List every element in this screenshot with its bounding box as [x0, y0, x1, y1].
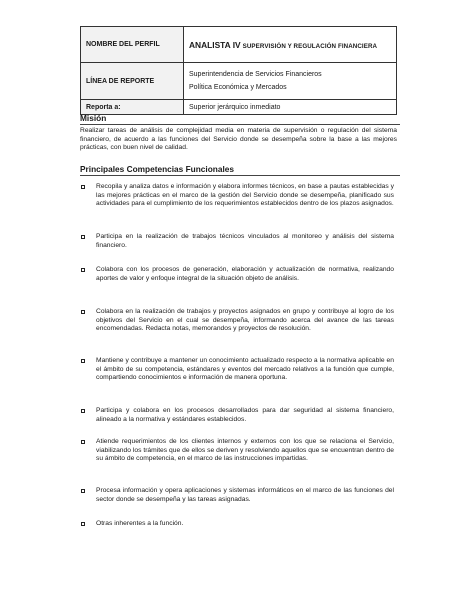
checkbox-bullet-icon	[81, 359, 85, 363]
checkbox-bullet-icon	[81, 489, 85, 493]
list-item	[92, 308, 394, 334]
list-item-text: Atiende requerimientos de los clientes internos y externos con los que se relaciona el Servicio, viabilizando los trámites que de ellos se deriven y resolviendo aquellos que se encuentran dentro de su ámbito de competencia, en el marco de las instrucciones impartidas.	[96, 438, 394, 463]
list-item-text: Mantiene y contribuye a mantener un conocimiento actualizado respecto a la normativa aplicable en el ámbito de su competencia, estándares y eventos del mercado relativos a la función que cumple, compartiendo conocimientos e información de manera oportuna.	[96, 357, 394, 382]
list-item	[92, 520, 394, 529]
list-item	[92, 233, 394, 250]
list-item-text: Otras inherentes a la función.	[96, 520, 184, 527]
list-item	[92, 266, 394, 283]
perfil-label: NOMBRE DEL PERFIL	[81, 27, 184, 63]
profile-table	[80, 26, 397, 115]
reporte-row	[81, 63, 397, 100]
list-item-text: Participa y colabora en los procesos desarrollados para dar seguridad al sistema financiero, alineado a la normativa y estándares establecidos.	[96, 407, 394, 423]
list-item	[92, 357, 394, 383]
reporta-label: Reporta a:	[81, 100, 184, 115]
list-item	[92, 487, 394, 504]
reporte-line: Superintendencia de Servicios Financieros	[189, 71, 322, 78]
checkbox-bullet-icon	[81, 522, 85, 526]
list-item-text: Colabora con los procesos de generación, elaboración y actualización de normativa, realizando aportes de valor y enfoque integral de la situación objeto de análisis.	[96, 266, 394, 282]
checkbox-bullet-icon	[81, 409, 85, 413]
list-item	[92, 407, 394, 424]
reporte-line: Política Económica y Mercados	[189, 84, 287, 91]
list-item	[92, 438, 394, 464]
checkbox-bullet-icon	[81, 185, 85, 189]
list-item-text: Procesa información y opera aplicaciones y sistemas informáticos en el marco de las funciones del sector donde se desempeña y las tareas asignadas.	[96, 487, 394, 503]
checkbox-bullet-icon	[81, 310, 85, 314]
checkbox-bullet-icon	[81, 268, 85, 272]
list-item-text: Recopila y analiza datos e información y elabora informes técnicos, en base a pautas establecidas y las mejores prácticas en el marco de la gestión del Servicio donde se desempeña, planificado sus actividades para el cumplimiento de los requerimientos establecidos dentro de los plazos asignados.	[96, 183, 394, 208]
list-item	[92, 183, 394, 209]
reporte-value	[184, 63, 397, 100]
reporte-label: LÍNEA DE REPORTE	[81, 63, 184, 100]
checkbox-bullet-icon	[81, 235, 85, 239]
list-item-text: Colabora en la realización de trabajos y proyectos asignados en grupo y contribuye al logro de los objetivos del Servicio en el cual se desempeña, informando acerca del avance de las tareas encomendadas. Redacta notas, memorandos y proyectos de resolución.	[96, 308, 394, 333]
mision-title: Misión	[80, 113, 400, 125]
list-item-text: Participa en la realización de trabajos técnicos vinculados al monitoreo y análisis del sistema financiero.	[96, 233, 394, 249]
perfil-value	[184, 27, 397, 63]
mision-text: Realizar tareas de análisis de complejidad media en materia de supervisión o regulación del sistema financiero, de acuerdo a las funciones del Servicio donde se desempeña sobre la base a las mejores prácticas, con buen nivel de calidad.	[80, 127, 397, 152]
perfil-subtitle: SUPERVISIÓN Y REGULACIÓN FINANCIERA	[242, 42, 378, 50]
perfil-row	[81, 27, 397, 63]
perfil-title: ANALISTA IV	[189, 39, 241, 50]
competencias-title: Principales Competencias Funcionales	[80, 164, 400, 176]
checkbox-bullet-icon	[81, 440, 85, 444]
reporta-value: Superior jerárquico inmediato	[184, 100, 397, 115]
